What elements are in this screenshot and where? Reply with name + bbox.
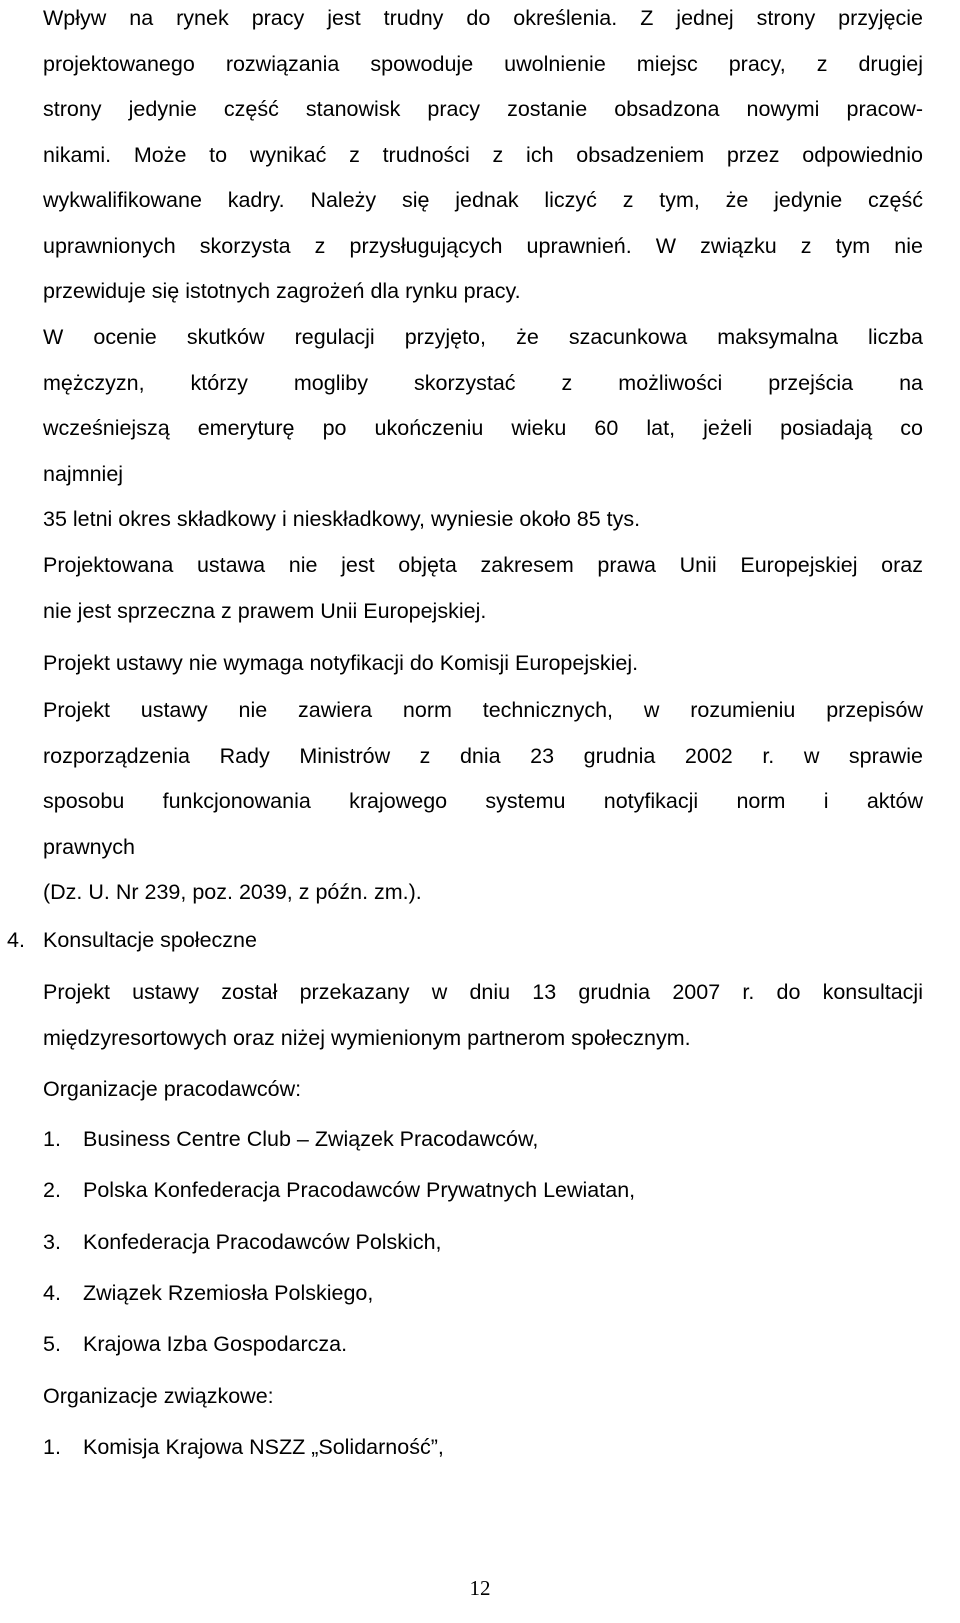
list-number: 1. (43, 1127, 61, 1151)
text-line: Projekt ustawy został przekazany w dniu 13 grudnia 2007 r. do konsultacji (43, 980, 923, 1004)
list-number: 3. (43, 1230, 61, 1254)
paragraph-notification (43, 641, 923, 687)
text-line: uprawnionych skorzysta z przysługujących uprawnień. W związku z tym nie (43, 233, 923, 258)
list-text: Krajowa Izba Gospodarcza. (83, 1332, 348, 1356)
list-item (43, 1117, 923, 1163)
text-line: nie jest sprzeczna z prawem Unii Europejskiej. (43, 598, 487, 623)
page-number: 12 (469, 1576, 491, 1600)
paragraph-technical-norms (43, 688, 923, 916)
text-line: mężczyzn, którzy mogliby skorzystać z możliwości przejścia na (43, 370, 923, 395)
text-line: W ocenie skutków regulacji przyjęto, że szacunkowa maksymalna liczba (43, 325, 923, 349)
list-number: 4. (43, 1281, 61, 1305)
text-line: Projekt ustawy nie wymaga notyfikacji do Komisji Europejskiej. (43, 651, 639, 675)
list-number: 2. (43, 1178, 61, 1202)
text-line: Projekt ustawy nie zawiera norm technicznych, w rozumieniu przepisów (43, 698, 923, 722)
paragraph-labor-market (43, 0, 923, 315)
section-title: Konsultacje społeczne (43, 928, 257, 952)
section-heading (7, 918, 923, 964)
list-number: 5. (43, 1332, 61, 1356)
list-item (43, 1220, 923, 1266)
paragraph-eu-law (43, 543, 923, 634)
unions-heading: Organizacje związkowe: (43, 1384, 274, 1408)
text-line: najmniej (43, 461, 124, 486)
text-line: wcześniejszą emeryturę po ukończeniu wieku 60 lat, jeżeli posiadają co (43, 416, 923, 440)
text-line: przewiduje się istotnych zagrożeń dla rynku pracy. (43, 279, 521, 303)
text-line: międzyresortowych oraz niżej wymienionym partnerom społecznym. (43, 1025, 691, 1050)
text-line: Projektowana ustawa nie jest objęta zakresem prawa Unii Europejskiej oraz (43, 553, 923, 577)
list-number: 1. (43, 1435, 61, 1459)
employers-heading: Organizacje pracodawców: (43, 1077, 302, 1101)
list-item (43, 1271, 923, 1317)
list-item (43, 1425, 923, 1471)
text-line: Wpływ na rynek pracy jest trudny do określenia. Z jednej strony przyjęcie (43, 6, 923, 30)
text-line: nikami. Może to wynikać z trudności z ich obsadzeniem przez odpowiednio (43, 142, 923, 167)
text-line: sposobu funkcjonowania krajowego systemu notyfikacji norm i aktów (43, 789, 923, 813)
text-line: projektowanego rozwiązania spowoduje uwolnienie miejsc pracy, z drugiej (43, 51, 923, 76)
list-text: Konfederacja Pracodawców Polskich, (83, 1230, 442, 1254)
list-text: Komisja Krajowa NSZZ „Solidarność”, (83, 1435, 444, 1459)
list-text: Polska Konfederacja Pracodawców Prywatnych Lewiatan, (83, 1178, 636, 1202)
list-text: Business Centre Club – Związek Pracodawców, (83, 1127, 539, 1151)
list-text: Związek Rzemiosła Polskiego, (83, 1281, 374, 1305)
text-line: rozporządzenia Rady Ministrów z dnia 23 grudnia 2002 r. w sprawie (43, 743, 923, 768)
list-item (43, 1322, 923, 1368)
text-line: (Dz. U. Nr 239, poz. 2039, z późn. zm.). (43, 880, 422, 904)
text-line: strony jedynie część stanowisk pracy zostanie obsadzona nowymi pracow- (43, 97, 923, 121)
text-line: wykwalifikowane kadry. Należy się jednak liczyć z tym, że jedynie część (43, 188, 923, 212)
list-item (43, 1168, 923, 1214)
text-line: 35 letni okres składkowy i nieskładkowy, wyniesie około 85 tys. (43, 507, 641, 531)
paragraph-regulation-assessment (43, 315, 923, 543)
paragraph-consultation (43, 970, 923, 1061)
section-number: 4. (7, 928, 25, 952)
text-line: prawnych (43, 834, 136, 859)
